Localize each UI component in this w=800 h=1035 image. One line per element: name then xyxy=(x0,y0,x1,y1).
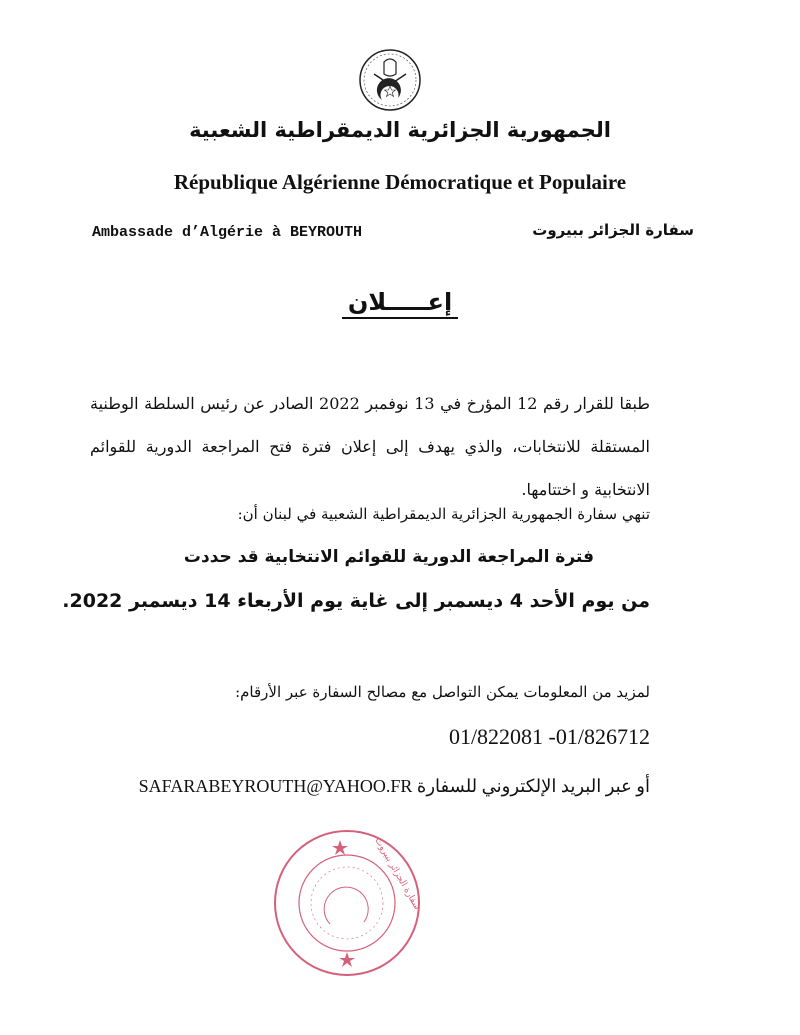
info-line: لمزيد من المعلومات يمكن التواصل مع مصالح السفارة عبر الأرقام: xyxy=(235,683,650,701)
embassy-official-stamp-icon xyxy=(272,828,422,978)
announcement-heading xyxy=(300,288,500,316)
decision-paragraph: طبقا للقرار رقم 12 المؤرخ في 13 نوفمبر 2022 الصادر عن رئيس السلطة الوطنية المستقلة للانتخابات، والذي يهدف إلى إعلان فترة فتح المراجعة الدورية للقوائم الانتخابية و اختتامها. xyxy=(90,394,651,499)
email-address[interactable]: SAFARABEYROUTH@YAHOO.FR xyxy=(138,776,413,796)
stamp-text: سفارة الجزائر ببيروت xyxy=(372,836,422,912)
algeria-coat-of-arms-icon xyxy=(358,48,422,112)
announcement-heading-text: إعـــــلان xyxy=(342,288,458,319)
embassy-name-arabic: سفارة الجزائر ببيروت xyxy=(532,221,694,239)
country-name-french: République Algérienne Démocratique et Populaire xyxy=(173,170,627,194)
embassy-name-french: Ambassade d’Algérie à BEYROUTH xyxy=(92,224,363,241)
email-line xyxy=(139,776,650,797)
country-name-arabic: الجمهورية الجزائرية الديمقراطية الشعبية xyxy=(189,118,611,142)
phone-numbers: 01/822081 -01/826712 xyxy=(448,724,650,749)
notify-line: تنهي سفارة الجمهورية الجزائرية الديمقراطية الشعبية في لبنان أن: xyxy=(237,505,650,523)
period-line: فترة المراجعة الدورية للقوائم الانتخابية قد حددت xyxy=(183,547,594,567)
dates-line: من يوم الأحد 4 ديسمبر إلى غاية يوم الأربعاء 14 ديسمبر 2022. xyxy=(62,590,650,612)
email-prefix: أو عبر البريد الإلكتروني للسفارة xyxy=(416,776,650,796)
